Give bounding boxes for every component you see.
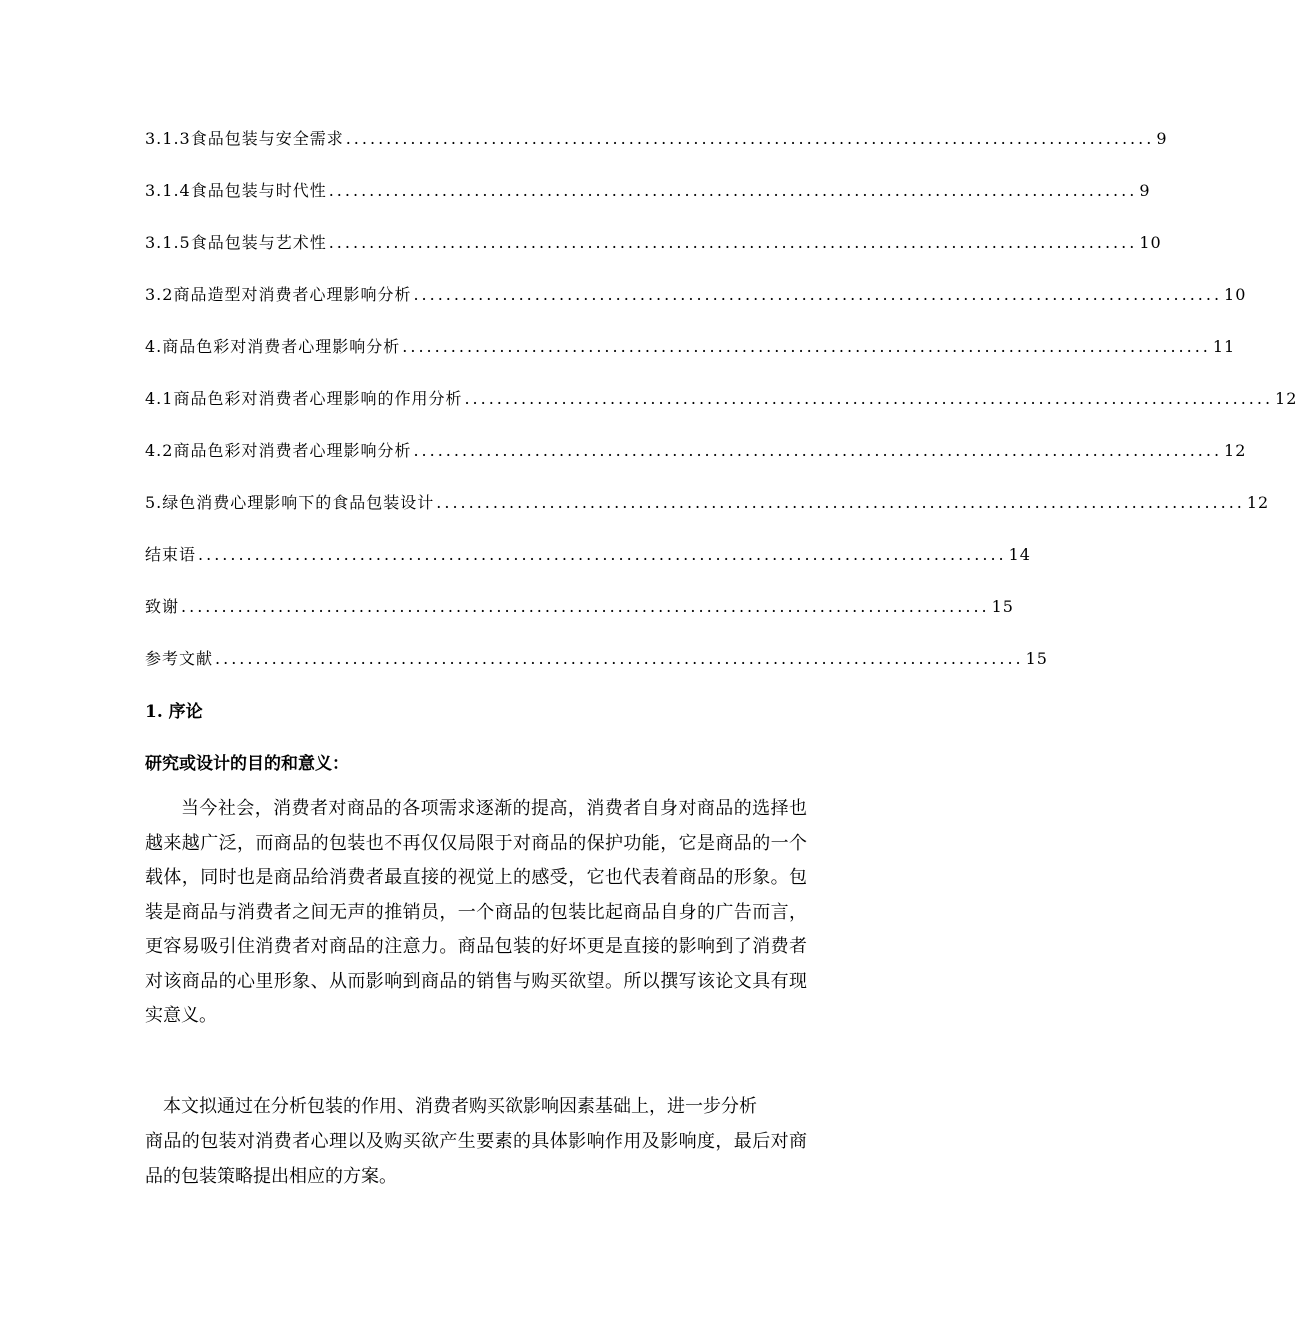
body-paragraph-1: 当今社会，消费者对商品的各项需求逐渐的提高，消费者自身对商品的选择也越来越广泛，而商品的包装也不再仅仅局限于对商品的保护功能，它是商品的一个载体，同时也是商品给消费者最直接的视觉上的感受，它也代表着商品的形象。包装是商品与消费者之间无声的推销员，一个商品的包装比起商品自身的广告而言，更容易吸引住消费者对商品的注意力。商品包装的好坏更是直接的影响到了消费者对该商品的心里形象、从而影响到商品的销售与购买欲望。所以撰写该论文具有现实意义。 bbox=[145, 798, 807, 1026]
toc-entry[interactable] bbox=[145, 386, 1297, 438]
toc-entry-page: 9 bbox=[1156, 129, 1168, 148]
toc-entry-page: 9 bbox=[1139, 181, 1151, 200]
toc-leader-dots: .................................................................................................... bbox=[328, 181, 1138, 200]
toc-entry-title: 参考文献 bbox=[145, 649, 214, 668]
toc-entry-title: 3.1.5食品包装与艺术性 bbox=[145, 233, 327, 252]
table-of-contents bbox=[145, 126, 1297, 698]
toc-entry-page: 14 bbox=[1008, 545, 1031, 564]
toc-leader-dots: .................................................................................................... bbox=[181, 597, 990, 616]
toc-entry[interactable] bbox=[145, 178, 1151, 230]
toc-entry-title: 致谢 bbox=[145, 597, 180, 616]
toc-entry-page: 15 bbox=[991, 597, 1014, 616]
toc-entry-page: 12 bbox=[1224, 441, 1247, 460]
body-paragraph-2-first-line: 本文拟通过在分析包装的作用、消费者购买欲影响因素基础上，进一步分析 bbox=[163, 1096, 757, 1117]
toc-leader-dots: .................................................................................................... bbox=[345, 129, 1155, 148]
toc-entry[interactable] bbox=[145, 542, 1031, 594]
toc-entry[interactable] bbox=[145, 334, 1236, 386]
toc-leader-dots: .................................................................................................... bbox=[464, 389, 1274, 408]
sub-heading: 研究或设计的目的和意义： bbox=[145, 754, 349, 774]
toc-entry-title: 3.1.3食品包装与安全需求 bbox=[145, 129, 344, 148]
toc-entry-title: 4.1商品色彩对消费者心理影响的作用分析 bbox=[145, 389, 463, 408]
toc-leader-dots: .................................................................................................... bbox=[436, 493, 1245, 512]
toc-leader-dots: .................................................................................................... bbox=[328, 233, 1138, 252]
toc-entry[interactable] bbox=[145, 646, 1048, 698]
toc-entry-title: 4.2商品色彩对消费者心理影响分析 bbox=[145, 441, 412, 460]
toc-entry-page: 10 bbox=[1224, 285, 1247, 304]
toc-entry-page: 11 bbox=[1212, 337, 1236, 356]
toc-entry-page: 10 bbox=[1139, 233, 1162, 252]
toc-entry-page: 15 bbox=[1025, 649, 1048, 668]
toc-entry[interactable] bbox=[145, 230, 1162, 282]
toc-leader-dots: .................................................................................................... bbox=[402, 337, 1211, 356]
toc-entry-title: 结束语 bbox=[145, 545, 197, 564]
toc-entry-title: 4.商品色彩对消费者心理影响分析 bbox=[145, 337, 401, 356]
toc-entry[interactable] bbox=[145, 438, 1247, 490]
toc-entry-title: 5.绿色消费心理影响下的食品包装设计 bbox=[145, 493, 435, 512]
toc-entry[interactable] bbox=[145, 126, 1168, 178]
toc-leader-dots: .................................................................................................... bbox=[413, 285, 1223, 304]
toc-leader-dots: .................................................................................................... bbox=[198, 545, 1007, 564]
toc-entry-title: 3.2商品造型对消费者心理影响分析 bbox=[145, 285, 412, 304]
toc-entry-title: 3.1.4食品包装与时代性 bbox=[145, 181, 327, 200]
toc-entry[interactable] bbox=[145, 490, 1270, 542]
toc-entry-page: 12 bbox=[1246, 493, 1270, 512]
toc-leader-dots: .................................................................................................... bbox=[215, 649, 1024, 668]
toc-entry-page: 12 bbox=[1275, 389, 1297, 408]
toc-entry[interactable] bbox=[145, 282, 1247, 334]
section-heading: 1. 序论 bbox=[145, 702, 203, 722]
toc-leader-dots: .................................................................................................... bbox=[413, 441, 1223, 460]
toc-entry[interactable] bbox=[145, 594, 1014, 646]
body-paragraph-2-continuation: 商品的包装对消费者心理以及购买欲产生要素的具体影响作用及影响度，最后对商品的包装策略提出相应的方案。 bbox=[145, 1131, 807, 1187]
